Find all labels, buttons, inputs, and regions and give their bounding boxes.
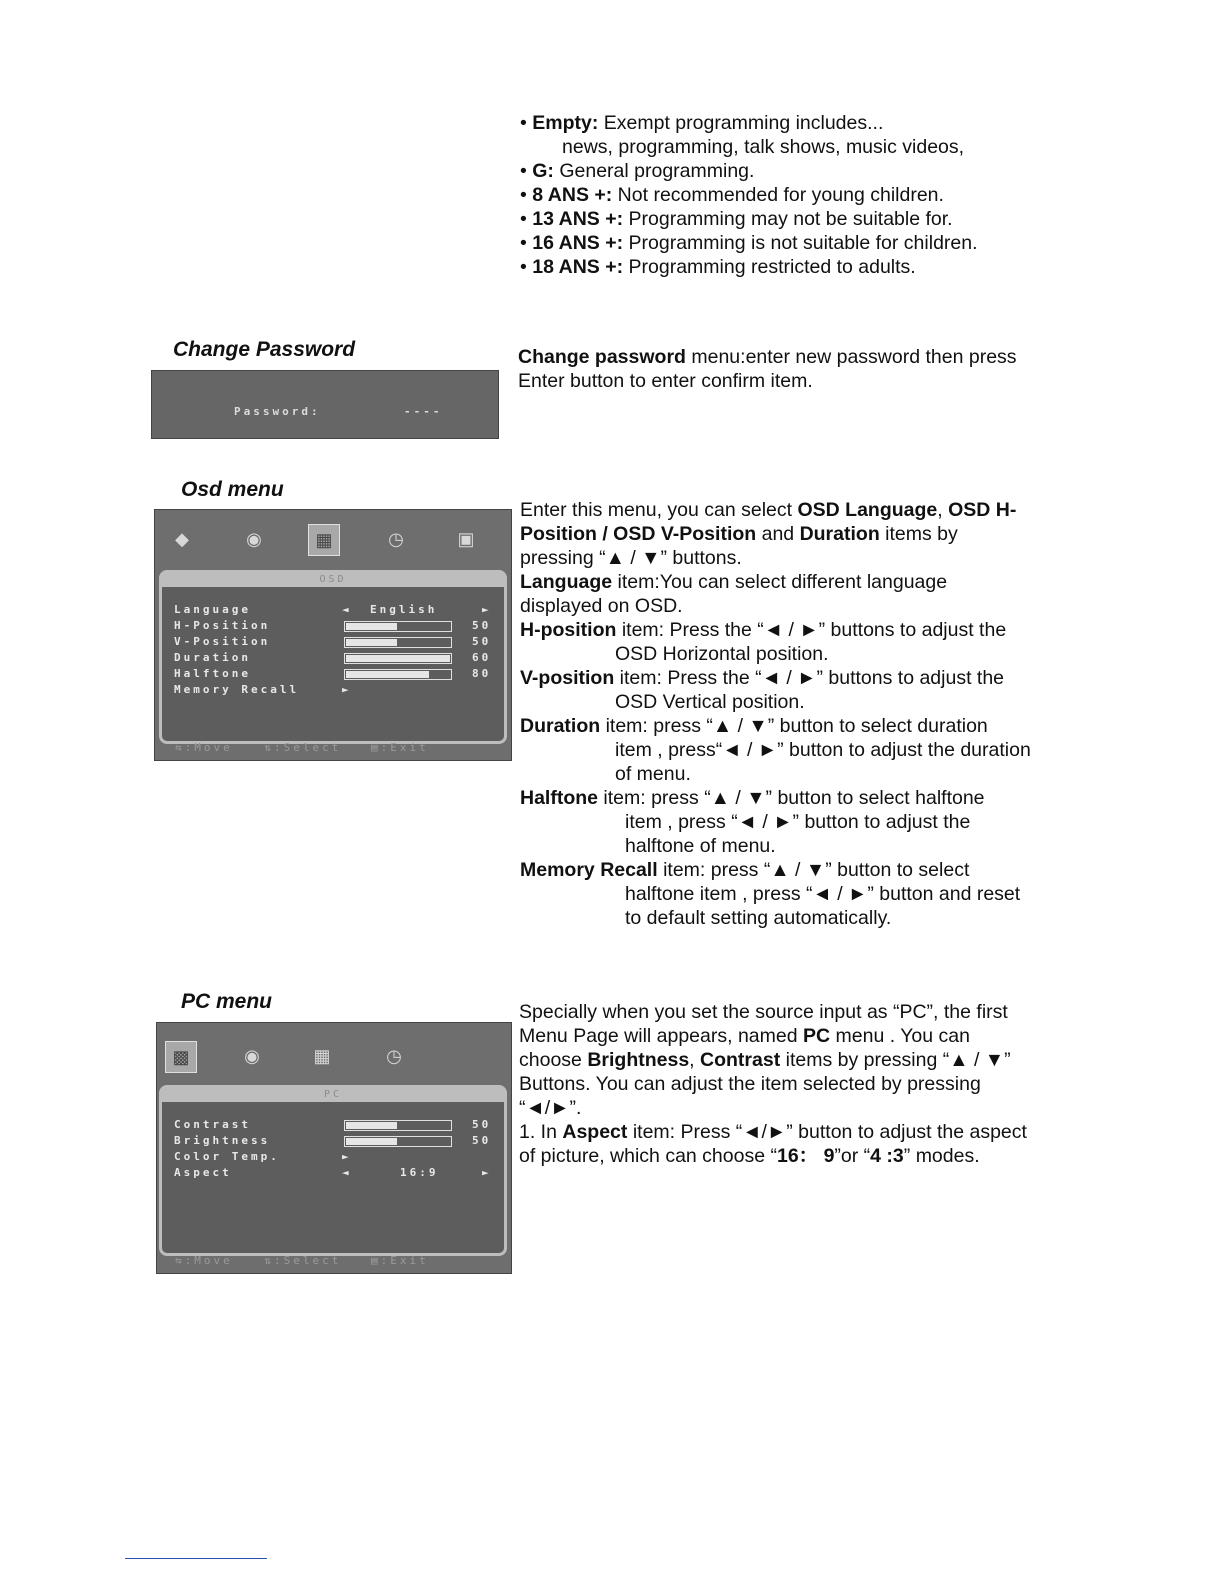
rating-16: • 16 ANS +: Programming is not suitable for children. <box>520 232 978 254</box>
osd-row-language-label: Language <box>174 603 251 616</box>
exit-icon: ▤ <box>370 741 381 754</box>
contrast-bar <box>344 1120 452 1131</box>
rating-8: • 8 ANS +: Not recommended for young children. <box>520 184 944 206</box>
change-password-title: Change Password <box>173 338 356 361</box>
osd-row-duration-value: 60 <box>472 651 492 664</box>
osd-row-language-value: English <box>370 603 438 616</box>
osd-row-vposition-label: V-Position <box>174 635 271 648</box>
select-icon: ⇅ <box>264 741 274 754</box>
change-password-description: Change password menu:enter new password then press Enter button to enter confirm item. <box>518 346 1017 392</box>
select-icon: ⇅ <box>264 1254 274 1267</box>
pc-panel <box>159 1085 507 1256</box>
osd-row-hposition-label: H-Position <box>174 619 271 632</box>
osd-settings-icon: ▦ <box>313 1045 331 1066</box>
osd-description: Enter this menu, you can select OSD Language, OSD H- Position / OSD V-Position and Duration items by pressing “▲ / ▼” buttons. Language item:You can select different language displayed on OSD. H-position item: Press the “◄ / ►” buttons to adjust the OSD Horizontal position. V-position item: Press the “◄ / ►” buttons to adjust the OSD Vertical position. Duration item: press “▲ / ▼” button to select duration item , press“◄ / ►” button to adjust the duration of menu. Halftone item: press “▲ / ▼” button to select halftone item , press “◄ / ►” button to adjust the halftone of menu. Memory Recall item: press “▲ / ▼” button to select halftone item , press “◄ / ►” button and reset to default setting automatically. <box>520 499 1031 929</box>
exit-icon: ▤ <box>370 1254 381 1267</box>
pc-description: Specially when you set the source input as “PC”, the first Menu Page will appears, named PC menu . You can choose Brightness, Contrast items by pressing “▲ / ▼” Buttons. You can adjust the item selected by pressing “◄/►”. 1. In Aspect item: Press “◄/►” button to adjust the aspect of picture, which can choose “16： 9”or “4 :3” modes. <box>519 1001 1027 1167</box>
osd-row-halftone-value: 80 <box>472 667 492 680</box>
osd-screen <box>154 509 512 761</box>
osd-row-hposition-value: 50 <box>472 619 492 632</box>
password-label: Password: <box>234 405 321 418</box>
osd-footer: ⇆:Move ⇅:Select ▤:Exit <box>175 741 429 754</box>
pc-panel-tab: PC <box>162 1088 504 1102</box>
pc-row-brightness-label: Brightness <box>174 1134 271 1147</box>
hposition-bar <box>344 621 452 632</box>
rating-list <box>520 111 1080 279</box>
pc-row-brightness-value: 50 <box>472 1134 492 1147</box>
pc-row-aspect-value: 16:9 <box>400 1166 439 1179</box>
halftone-bar <box>344 669 452 680</box>
osd-panel-tab: OSD <box>162 573 504 587</box>
pc-icon: ▩ <box>165 1041 197 1073</box>
rating-g: • G: General programming. <box>520 160 755 182</box>
footer-rule <box>125 1558 267 1559</box>
clock-icon: ◷ <box>386 1045 402 1066</box>
vposition-bar <box>344 637 452 648</box>
arrow-left-icon: ◄ <box>342 1166 352 1179</box>
arrow-right-icon: ► <box>342 1150 352 1163</box>
rating-empty-continuation: news, programming, talk shows, music videos, <box>562 136 965 158</box>
duration-bar <box>344 653 452 664</box>
arrow-left-icon: ◄ <box>342 603 352 616</box>
clock-icon: ◷ <box>388 528 404 549</box>
osd-panel <box>159 570 507 744</box>
sound-icon: ◉ <box>246 528 262 549</box>
rating-empty: • Empty: Exempt programming includes... <box>520 112 884 134</box>
osd-row-duration-label: Duration <box>174 651 251 664</box>
osd-row-memory-recall-label: Memory Recall <box>174 683 300 696</box>
picture-icon: ◆ <box>175 528 189 549</box>
sound-icon: ◉ <box>244 1045 260 1066</box>
pc-row-contrast-label: Contrast <box>174 1118 251 1131</box>
pc-menu-title: PC menu <box>181 990 273 1013</box>
arrow-right-icon: ► <box>342 683 352 696</box>
move-icon: ⇆ <box>175 741 185 754</box>
function-icon: ▣ <box>457 528 475 549</box>
pc-row-aspect-label: Aspect <box>174 1166 232 1179</box>
pc-footer: ⇆:Move ⇅:Select ▤:Exit <box>175 1254 429 1267</box>
arrow-right-icon: ► <box>482 603 492 616</box>
pc-screen <box>156 1022 512 1274</box>
move-icon: ⇆ <box>175 1254 185 1267</box>
password-screen <box>151 370 499 439</box>
rating-18: • 18 ANS +: Programming restricted to adults. <box>520 256 916 278</box>
arrow-right-icon: ► <box>482 1166 492 1179</box>
pc-row-color-temp-label: Color Temp. <box>174 1150 280 1163</box>
osd-row-halftone-label: Halftone <box>174 667 251 680</box>
password-value: ---- <box>404 405 443 418</box>
pc-row-contrast-value: 50 <box>472 1118 492 1131</box>
osd-row-vposition-value: 50 <box>472 635 492 648</box>
rating-13: • 13 ANS +: Programming may not be suitable for. <box>520 208 953 230</box>
brightness-bar <box>344 1136 452 1147</box>
osd-menu-title: Osd menu <box>181 478 284 501</box>
osd-settings-icon: ▦ <box>308 524 340 556</box>
